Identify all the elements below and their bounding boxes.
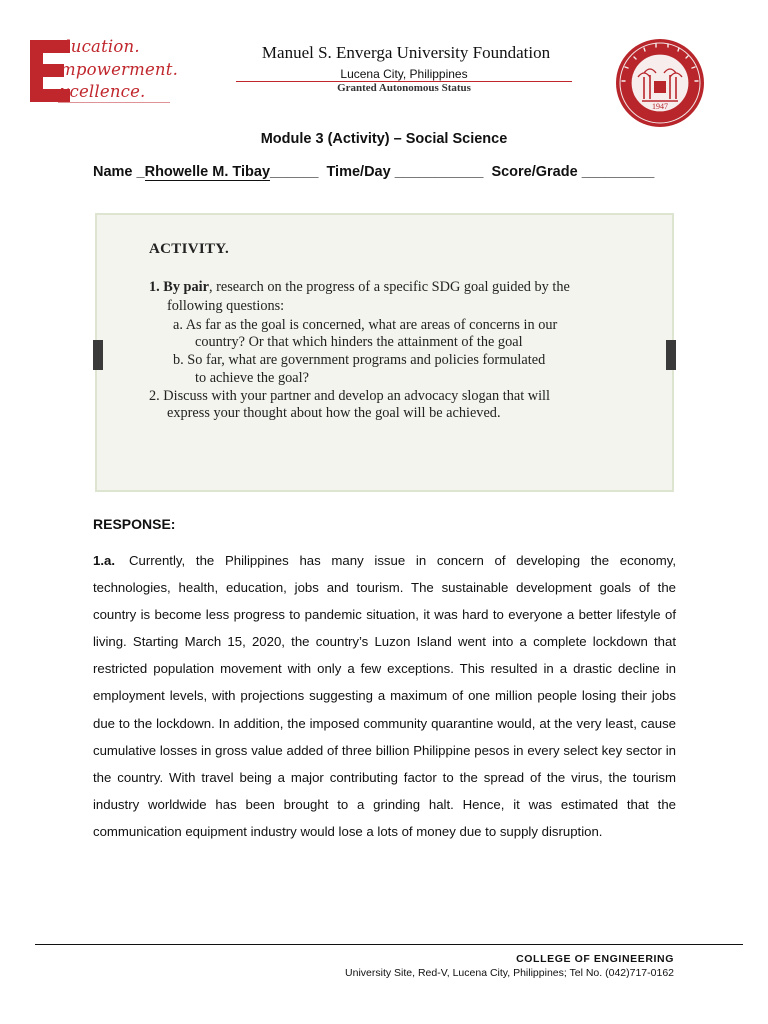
response-text: Currently, the Philippines has many issue in concern of developing the economy, technologies, health, education, jobs and tourism. The sustainable development goals of the country is become less progress to pandemic situation, it was hard to everyone a better lifestyle of living. Starting March 15, 2020, the country’s Luzon Island went into a complete lockdown that restricted population movement with only a few exceptions. This resulted in a drastic decline in employment levels, with projections suggesting a maximum of one million people losing their jobs due to the lockdown. In addition, the imposed community quarantine would, at the very least, cause cumulative losses in gross value added of three billion Philippine pesos in every select key sector in the country. With travel being a major contributing factor to the spread of the virus, the tourism industry worldwide has been brought to a grinding halt. Hence, it was estimated that the communication equipment industry would lose a lots of money due to supply disruption. xyxy=(93,553,676,839)
activity-item-a-line2: country? Or that which hinders the attainment of the goal xyxy=(195,334,523,350)
name-label: Name _ xyxy=(93,164,145,180)
university-name: Manuel S. Enverga University Foundation xyxy=(261,43,551,62)
seal-year: 1947 xyxy=(652,102,668,111)
student-name: Rhowelle M. Tibay xyxy=(144,164,271,180)
activity-item-b-line2: to achieve the goal? xyxy=(195,370,309,386)
activity-instructions-box xyxy=(95,213,674,492)
university-city: Lucena City, Philippines xyxy=(340,67,468,81)
logo-word-education: ducation. xyxy=(60,37,140,56)
activity-item-1 xyxy=(149,279,570,296)
activity-item-1-text: , research on the progress of a specific SDG goal guided by the xyxy=(208,279,570,295)
name-row xyxy=(93,164,654,181)
by-pair-label: 1. By pair xyxy=(149,279,209,295)
left-handle xyxy=(93,340,103,370)
name-underline-tail: ______ xyxy=(270,164,319,180)
activity-heading: ACTIVITY. xyxy=(149,241,230,257)
education-empowerment-excellence-logo xyxy=(30,37,179,102)
activity-item-2-line2: express your thought about how the goal will be achieved. xyxy=(167,405,501,421)
response-heading: RESPONSE: xyxy=(93,516,176,532)
right-handle xyxy=(666,340,676,370)
activity-item-b-line1: b. So far, what are government programs and policies formulated xyxy=(173,352,546,368)
response-paragraph xyxy=(93,547,676,845)
module-title: Module 3 (Activity) – Social Science xyxy=(260,131,508,147)
activity-item-2-line1: 2. Discuss with your partner and develop an advocacy slogan that will xyxy=(149,388,551,404)
footer-college: COLLEGE OF ENGINEERING xyxy=(516,953,674,965)
logo-word-excellence: xcellence. xyxy=(60,82,146,101)
footer-address: University Site, Red-V, Lucena City, Philippines; Tel No. (042)717-0162 xyxy=(345,967,674,979)
footer-divider xyxy=(35,944,743,945)
score-grade-field: Score/Grade _________ xyxy=(491,164,655,180)
autonomous-status: Granted Autonomous Status xyxy=(337,82,471,94)
university-seal xyxy=(614,37,706,129)
response-label: 1.a. xyxy=(93,553,115,568)
time-day-field: Time/Day ___________ xyxy=(326,164,484,180)
logo-word-empowerment: mpowerment. xyxy=(60,60,179,79)
activity-item-1-cont: following questions: xyxy=(167,298,285,314)
activity-item-a-line1: a. As far as the goal is concerned, what are areas of concerns in our xyxy=(173,317,558,333)
